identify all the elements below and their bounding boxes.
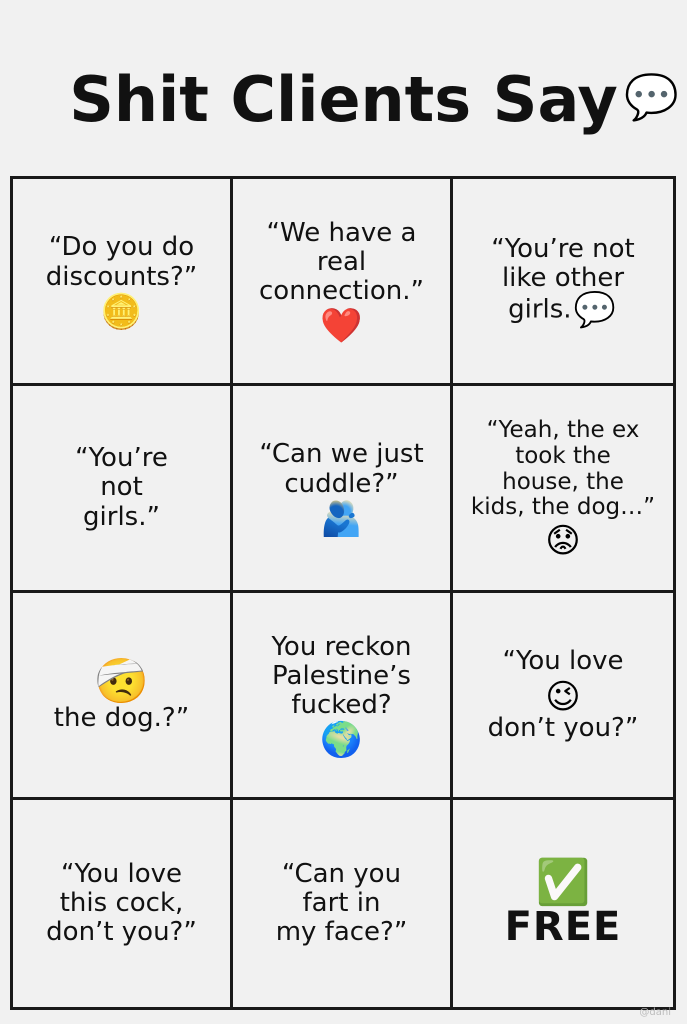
bingo-cell-10-line-1: “You love	[60, 858, 183, 889]
bingo-cell-8[interactable]	[233, 593, 453, 800]
bingo-cell-3-line-2: like other	[501, 263, 625, 293]
bingo-cell-4-line-3: girls.”	[83, 501, 160, 532]
bingo-cell-6-line-3: house, the	[502, 468, 624, 495]
bingo-cell-10[interactable]	[13, 800, 233, 1007]
bingo-cell-11-line-1: “Can you	[281, 858, 402, 889]
bingo-cell-5-line-1: “Can we just	[259, 439, 424, 470]
bingo-cell-9[interactable]	[453, 593, 673, 800]
bingo-cell-2-line-2: real	[316, 246, 367, 277]
bingo-cell-5-line-2: cuddle?”	[284, 468, 399, 499]
bingo-cell-12-free[interactable]	[453, 800, 673, 1007]
speech-bubble-icon: 💬	[624, 72, 679, 123]
worried-face-icon: 😟	[545, 521, 581, 561]
bingo-cell-5[interactable]	[233, 386, 453, 593]
bingo-cell-7[interactable]	[13, 593, 233, 800]
bingo-cell-6-line-2: took the	[515, 442, 611, 469]
bingo-cell-8-line-2: Palestine’s	[272, 660, 411, 691]
bingo-cell-1[interactable]	[13, 179, 233, 386]
bingo-grid	[10, 176, 676, 1010]
bingo-cell-1-line-1: “Do you do	[48, 232, 195, 263]
page-title: Shit Clients Say	[69, 62, 618, 136]
bingo-cell-6[interactable]	[453, 386, 673, 593]
globe-icon: 🌍	[320, 720, 363, 761]
watermark: @dani	[639, 1007, 671, 1018]
bingo-cell-10-line-2: this cock,	[59, 887, 184, 918]
bingo-cell-6-line-1: “Yeah, the ex	[486, 417, 640, 443]
bingo-cell-2[interactable]	[233, 179, 453, 386]
free-space-label: FREE	[504, 903, 622, 950]
speech-bubble-icon: 💬	[573, 290, 616, 331]
bingo-cell-4-line-1: “You’re	[75, 443, 168, 474]
bingo-cell-11[interactable]	[233, 800, 453, 1007]
bingo-cell-3-line-1: “You’re not	[491, 233, 635, 264]
winking-face-icon: 😉	[545, 676, 581, 717]
red-heart-icon: ❤️	[320, 306, 363, 347]
bingo-cell-1-line-2: discounts?”	[45, 261, 198, 292]
face-with-head-bandage-icon: 🤕	[94, 655, 149, 707]
bingo-cell-9-line-1: “You love	[502, 646, 624, 677]
bingo-cell-3-line-3-row	[508, 290, 618, 331]
bingo-cell-3-line-3: girls.	[508, 294, 572, 325]
bingo-cell-9-line-2: don’t you?”	[487, 712, 639, 743]
bingo-cell-11-line-2: fart in	[302, 887, 381, 918]
bingo-cell-10-line-3: don’t you?”	[46, 917, 197, 948]
bingo-cell-8-line-3: fucked?	[291, 690, 392, 721]
people-hugging-icon: 🫂	[320, 498, 363, 539]
bingo-cell-11-line-3: my face?”	[275, 917, 408, 948]
bingo-cell-8-line-1: You reckon	[271, 631, 412, 662]
bingo-cell-4-line-2: not	[100, 472, 143, 503]
check-mark-box-icon: ✅	[535, 856, 591, 908]
bingo-cell-6-line-4: kids, the dog…”	[470, 494, 656, 521]
coin-icon: 🪙	[100, 291, 143, 332]
bingo-cell-7-line-1: the dog.?”	[53, 702, 190, 733]
page-title-row	[0, 44, 687, 154]
bingo-cell-4[interactable]	[13, 386, 233, 593]
bingo-cell-3[interactable]	[453, 179, 673, 386]
bingo-cell-2-line-1: “We have a	[266, 217, 417, 248]
bingo-cell-2-line-3: connection.”	[259, 276, 424, 307]
